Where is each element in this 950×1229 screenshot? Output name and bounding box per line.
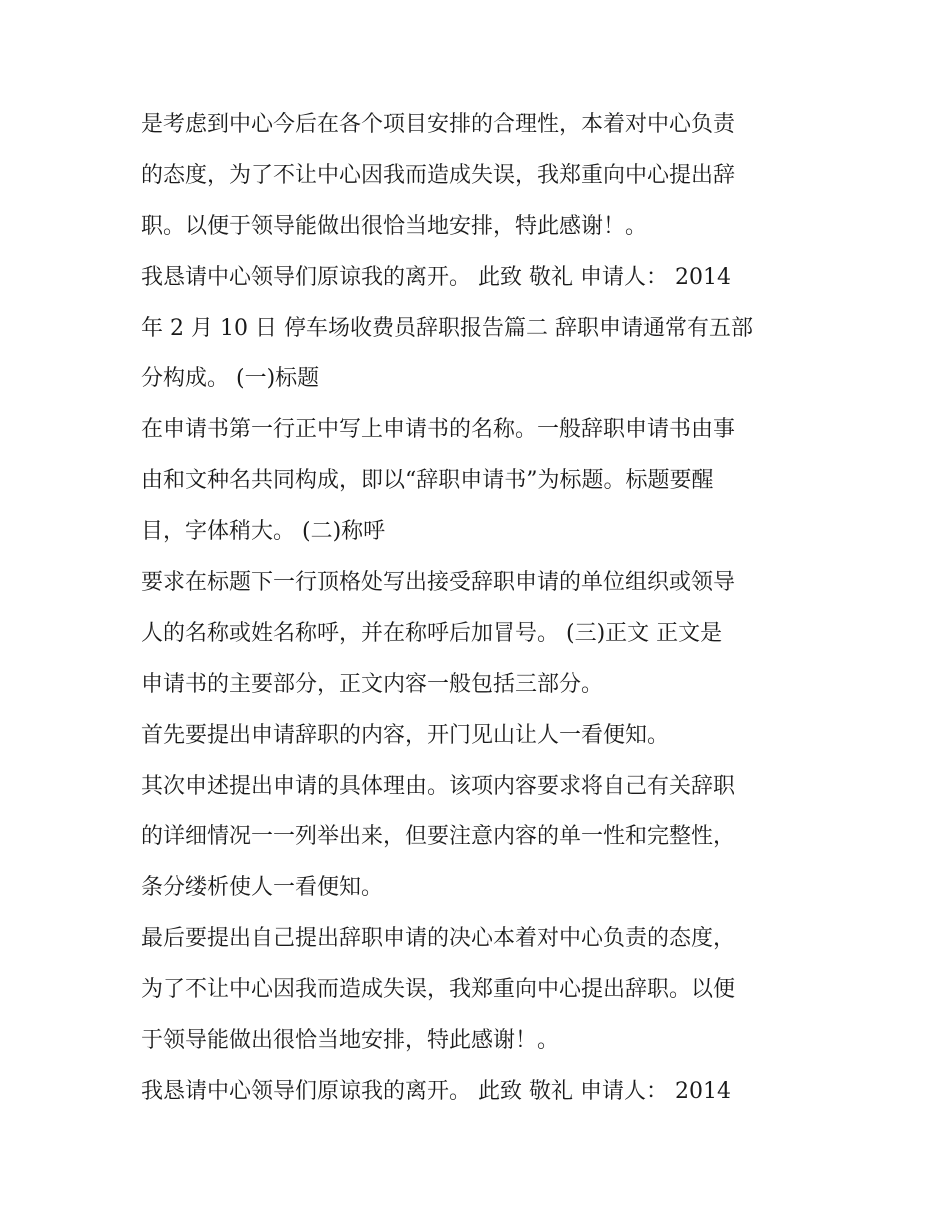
text-line-7: 在申请书第一行正中写上申请书的名称。一般辞职申请书由事: [141, 417, 736, 443]
text-line-5: 年 2 月 10 日 停车场收费员辞职报告篇二 辞职申请通常有五部: [141, 315, 753, 341]
text-line-14: 其次申述提出申请的具体理由。该项内容要求将自己有关辞职: [141, 773, 736, 799]
text-line-18: 为了不让中心因我而造成失误，我郑重向中心提出辞职。以便: [141, 977, 736, 1003]
text-line-13: 首先要提出申请辞职的内容，开门见山让人一看便知。: [141, 722, 670, 748]
body-text: [141, 100, 816, 1118]
text-line-8: 由和文种名共同构成，即以“辞职申请书”为标题。标题要醒: [141, 468, 714, 494]
text-line-1: 是考虑到中心今后在各个项目安排的合理性，本着对中心负责: [141, 112, 736, 137]
text-line-3: 职。以便于领导能做出很恰当地安排，特此感谢！。: [141, 213, 648, 239]
text-line-15: 的详细情况一一列举出来，但要注意内容的单一性和完整性，: [141, 824, 736, 850]
text-line-9: 目，字体稍大。 (二)称呼: [141, 519, 386, 545]
text-line-17: 最后要提出自己提出辞职申请的决心本着对中心负责的态度，: [141, 926, 736, 952]
text-line-20: 我恳请中心领导们原谅我的离开。 此致 敬礼 申请人： 2014: [141, 1078, 731, 1104]
text-line-2: 的态度，为了不让中心因我而造成失误，我郑重向中心提出辞: [141, 162, 736, 188]
text-line-10: 要求在标题下一行顶格处写出接受辞职申请的单位组织或领导: [141, 570, 736, 596]
text-line-4: 我恳请中心领导们原谅我的离开。 此致 敬礼 申请人： 2014: [141, 264, 731, 290]
text-line-11: 人的名称或姓名称呼，并在称呼后加冒号。 (三)正文 正文是: [141, 620, 723, 646]
text-line-6: 分构成。 (一)标题: [141, 366, 320, 392]
text-line-16: 条分缕析使人一看便知。: [141, 875, 384, 901]
text-line-12: 申请书的主要部分，正文内容一般包括三部分。: [141, 671, 604, 697]
text-line-19: 于领导能做出很恰当地安排，特此感谢！。: [141, 1028, 560, 1054]
